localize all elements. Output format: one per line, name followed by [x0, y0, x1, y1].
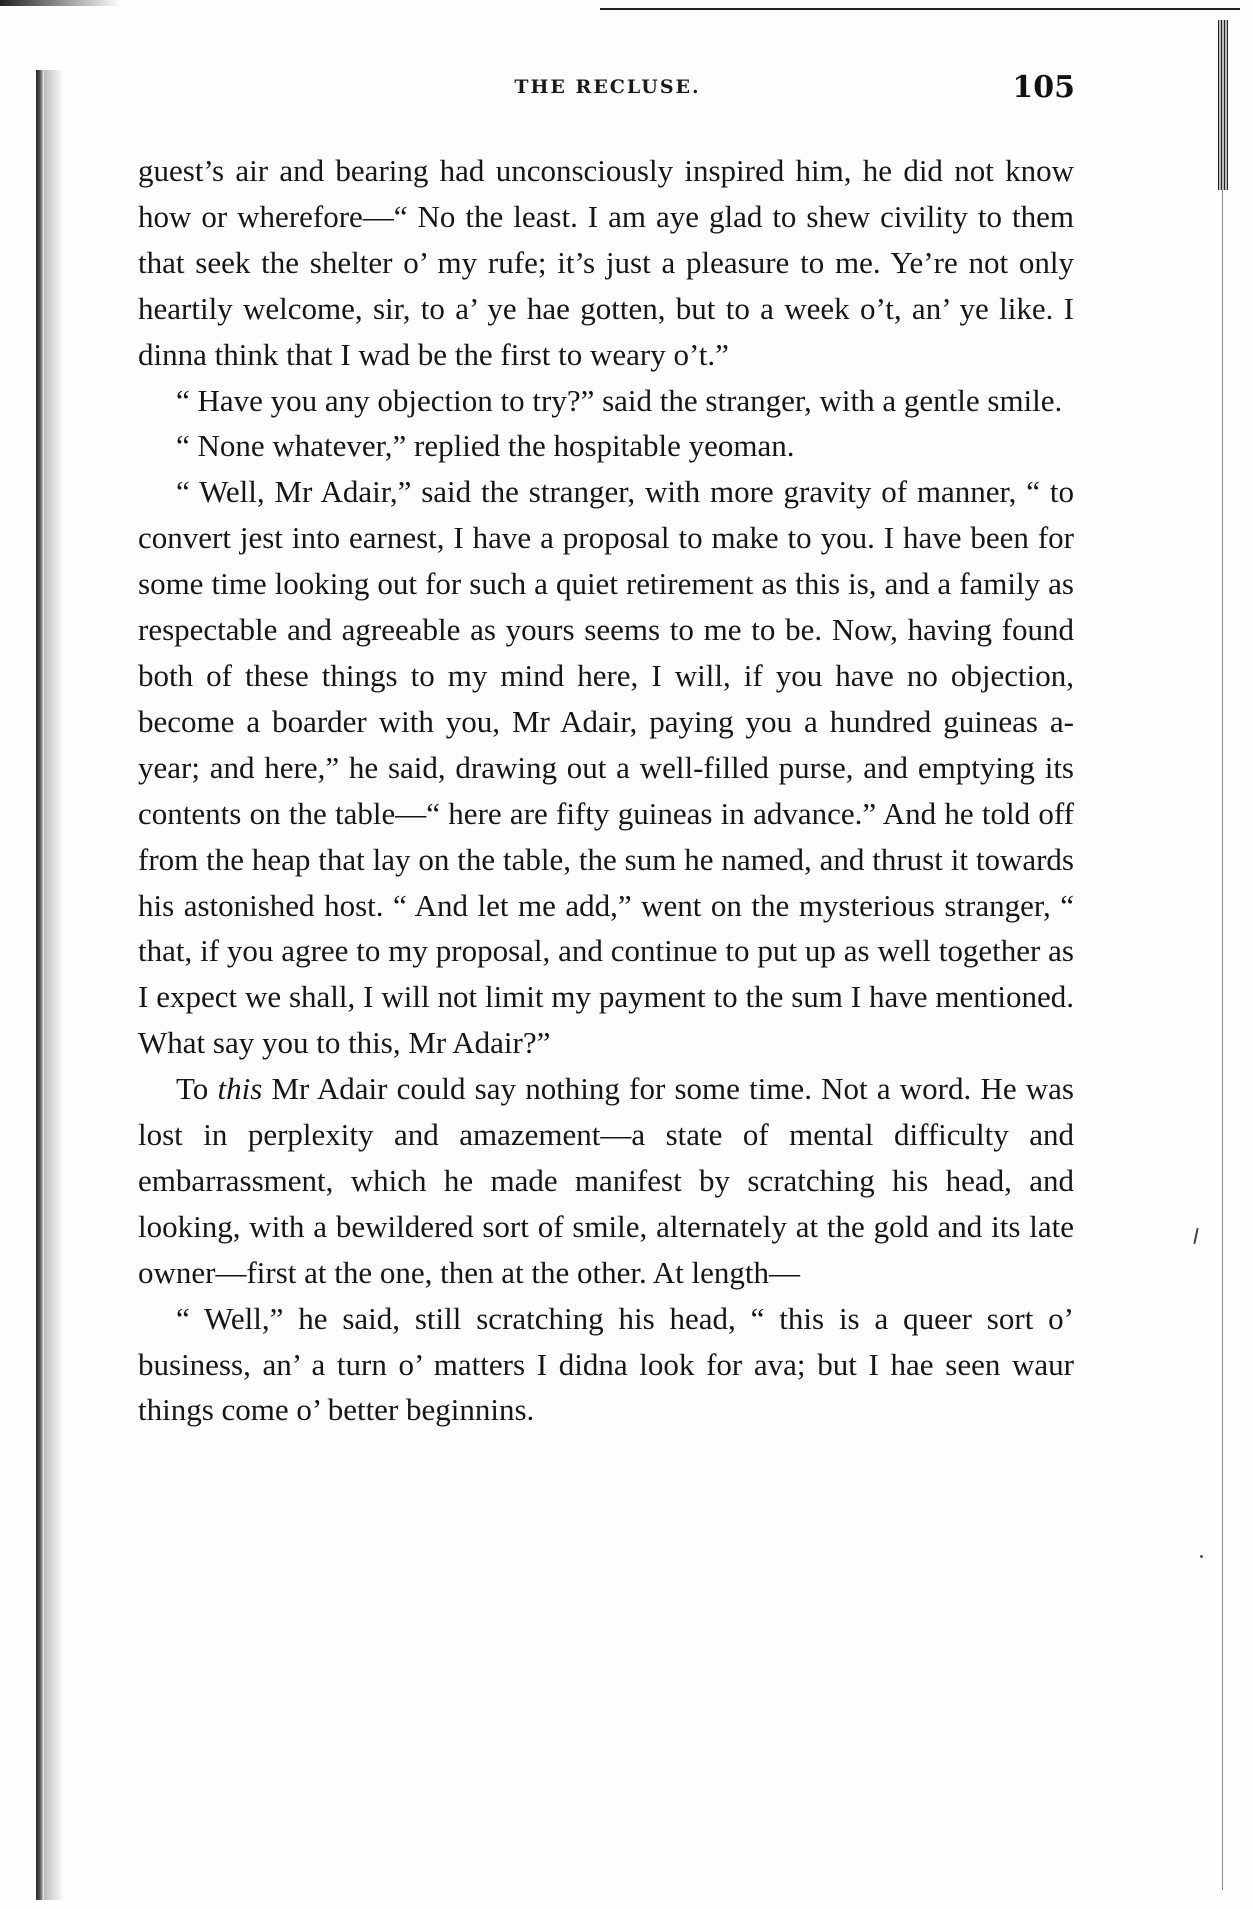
scan-speck [1200, 1555, 1203, 1558]
emphasis: this [217, 1071, 263, 1107]
paragraph: “ Well,” he said, still scratching his head, “ this is a queer sort o’ business, an’ a turn o’ matters I didna look for ava; but I hae seen waur things come o’ better beginnins. [138, 1300, 1074, 1428]
paragraph: guest’s air and bearing had unconsciously inspired him, he did not know how or wherefore—“ No the least. I am aye glad to shew civility to them that seek the shelter o’ my rufe; it’s just a pleasure to me. Ye’re not only heartily welcome, sir, to a’ ye hae gotten, but to a week o’t, an’ ye like. I dinna think that I wad be the first to weary o’t.” [138, 153, 1074, 372]
scan-edge-mark [0, 0, 120, 6]
paragraph: “ Well, Mr Adair,” said the stranger, with more gravity of manner, “ to convert jest into earnest, I have a proposal to make to you. I have been for some time looking out for such a quiet retirement as this is, and a family as respectable and agreeable as yours seems to me to be. Now, having found both of these things to my mind here, I will, if you have no objection, become a boarder with you, Mr Adair, paying you a hundred guineas a-year; and here,” he said, drawing out a well-filled purse, and emptying its contents on the table—“ here are fifty guineas in advance.” And he told off from the heap that lay on the table, the sum he named, and thrust it towards his astonished host. “ And let me add,” went on the mysterious stranger, “ that, if you agree to my proposal, and continue to put up as well together as I expect we shall, I will not limit my payment to the sum I have mentioned. What say you to this, Mr Adair?” [138, 474, 1074, 1061]
paragraph [138, 1066, 1074, 1296]
page-number: 105 [1012, 70, 1075, 105]
scan-speck [1193, 1228, 1198, 1244]
running-head: THE RECLUSE. [514, 76, 701, 98]
scan-top-rule [600, 8, 1240, 10]
paragraph-text: Mr Adair could say nothing for some time. Not a word. He was lost in perplexity and amazement—a state of mental difficulty and embarrassment, which he made manifest by scratching his head, and looking, with a bewildered sort of smile, alternately at the gold and its late owner—first at the one, then at the other. At length— [138, 1071, 1074, 1290]
page-edge-stack [1218, 20, 1228, 190]
paragraph: “ Have you any objection to try?” said the stranger, with a gentle smile. [176, 382, 1063, 418]
binding-edge [36, 70, 44, 1900]
binding-shadow [44, 70, 64, 1900]
page-edge-line [1222, 190, 1223, 1890]
paragraph-text: To [176, 1071, 218, 1107]
page-header [140, 70, 1075, 110]
paragraph: “ None whatever,” replied the hospitable yeoman. [176, 428, 795, 464]
body-text [138, 148, 1074, 1433]
